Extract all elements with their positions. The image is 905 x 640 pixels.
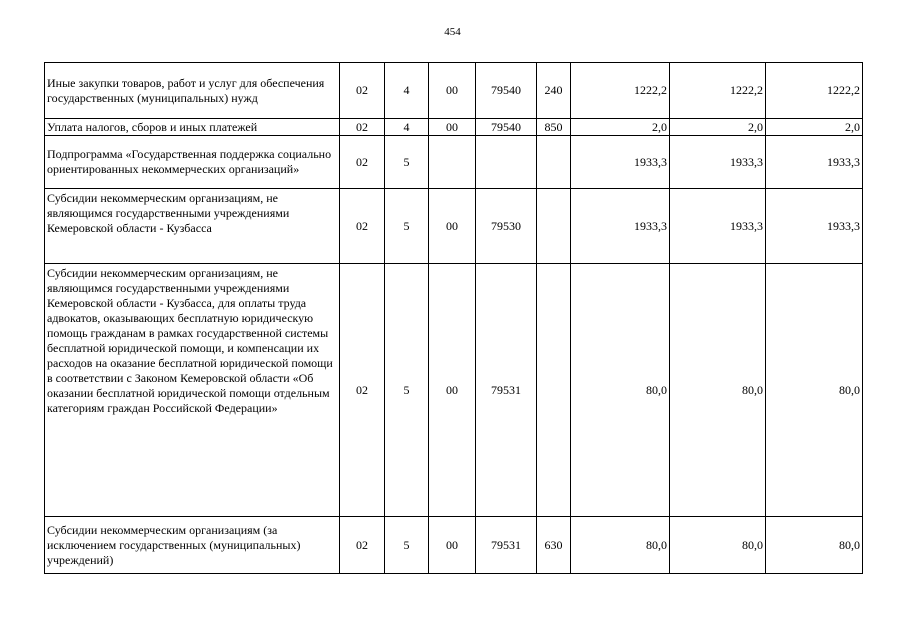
row-value-1: 2,0 (571, 119, 670, 136)
row-expense-type: 850 (537, 119, 571, 136)
row-value-2: 80,0 (670, 517, 766, 574)
row-name: Иные закупки товаров, работ и услуг для обеспечения государственных (муниципальных) нужд (45, 63, 340, 119)
row-value-2: 1933,3 (670, 136, 766, 189)
row-value-3: 2,0 (766, 119, 863, 136)
row-article: 79531 (476, 264, 537, 517)
row-name: Субсидии некоммерческим организациям, не являющимся государственными учреждениями Кемеровской области - Кузбасса (45, 189, 340, 264)
row-code: 00 (429, 119, 476, 136)
row-article: 79540 (476, 63, 537, 119)
row-subprogram: 4 (385, 63, 429, 119)
budget-table (44, 62, 863, 574)
row-value-3: 1222,2 (766, 63, 863, 119)
table-row (45, 63, 863, 119)
row-code: 00 (429, 264, 476, 517)
row-article: 79540 (476, 119, 537, 136)
row-name: Субсидии некоммерческим организациям, не являющимся государственными учреждениями Кемеровской области - Кузбасса, для оплаты труда адвокатов, оказывающих бесплатную юридическую помощь гражданам в рамках государственной системы бесплатной юридической помощи, и компенсации их расходов на оказание бесплатной юридической помощи в соответствии с Законом Кемеровской области «Об оказании бесплатной юридической помощи отдельным категориям граждан Российской Федерации» (45, 264, 340, 517)
row-value-1: 1222,2 (571, 63, 670, 119)
row-value-3: 1933,3 (766, 136, 863, 189)
row-code: 00 (429, 517, 476, 574)
row-name: Подпрограмма «Государственная поддержка социально ориентированных некоммерческих организаций» (45, 136, 340, 189)
row-value-2: 80,0 (670, 264, 766, 517)
row-expense-type: 630 (537, 517, 571, 574)
row-code (429, 136, 476, 189)
row-value-1: 1933,3 (571, 189, 670, 264)
table-row (45, 189, 863, 264)
row-code: 00 (429, 189, 476, 264)
table-row (45, 517, 863, 574)
row-value-1: 1933,3 (571, 136, 670, 189)
table-row (45, 136, 863, 189)
row-name: Уплата налогов, сборов и иных платежей (45, 119, 340, 136)
table-row (45, 264, 863, 517)
row-expense-type: 240 (537, 63, 571, 119)
row-subprogram: 5 (385, 189, 429, 264)
row-subprogram: 5 (385, 136, 429, 189)
row-article (476, 136, 537, 189)
row-value-3: 80,0 (766, 264, 863, 517)
row-section: 02 (340, 189, 385, 264)
row-value-3: 80,0 (766, 517, 863, 574)
row-subprogram: 5 (385, 517, 429, 574)
row-value-2: 1933,3 (670, 189, 766, 264)
row-section: 02 (340, 264, 385, 517)
row-section: 02 (340, 119, 385, 136)
row-value-2: 2,0 (670, 119, 766, 136)
row-value-2: 1222,2 (670, 63, 766, 119)
row-value-1: 80,0 (571, 264, 670, 517)
row-article: 79531 (476, 517, 537, 574)
row-expense-type (537, 264, 571, 517)
row-section: 02 (340, 517, 385, 574)
page-number: 454 (444, 26, 461, 38)
row-name: Субсидии некоммерческим организациям (за исключением государственных (муниципальных) учреждений) (45, 517, 340, 574)
row-section: 02 (340, 63, 385, 119)
row-value-1: 80,0 (571, 517, 670, 574)
row-article: 79530 (476, 189, 537, 264)
row-code: 00 (429, 63, 476, 119)
row-section: 02 (340, 136, 385, 189)
row-expense-type (537, 189, 571, 264)
row-expense-type (537, 136, 571, 189)
table-row (45, 119, 863, 136)
row-subprogram: 5 (385, 264, 429, 517)
row-subprogram: 4 (385, 119, 429, 136)
row-value-3: 1933,3 (766, 189, 863, 264)
